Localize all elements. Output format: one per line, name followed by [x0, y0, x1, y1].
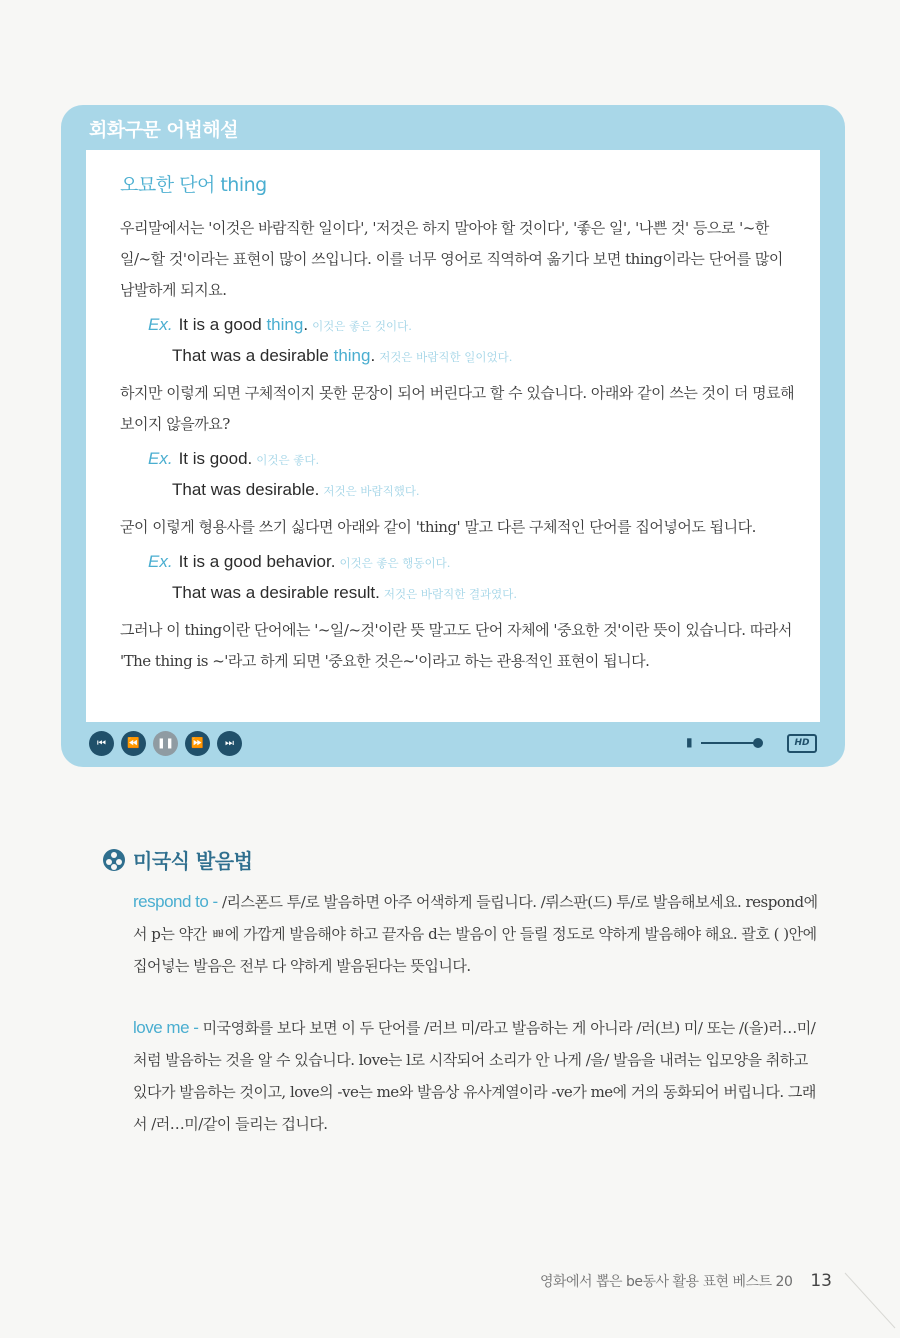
- content-panel: [86, 150, 820, 722]
- example-group-2: [120, 444, 800, 506]
- example-label: Ex.: [148, 552, 173, 571]
- paragraph-1: 우리말에서는 '이것은 바람직한 일이다', '저것은 하지 말아야 할 것이다', '좋은 일', '나쁜 것' 등으로 '~한 일/~할 것'이라는 표현이 많이 쓰입니다. 이를 너무 영어로 직역하여 옮기다 보면 thing이라는 단어를 많이 남발하게 되지요.: [120, 219, 783, 299]
- example-group-1: [120, 310, 800, 372]
- pronunciation-text: 미국영화를 보다 보면 이 두 단어를 /러브 미/라고 발음하는 게 아니라 /러(브) 미/ 또는 /(을)러…미/처럼 발음하는 것을 알 수 있습니다. love는 l로 시작되어 소리가 안 나게 /을/ 발음을 내려는 입모양을 취하고 있다가 발음하는 것이고, love의 -ve는 me와 발음상 유사계열이라 -ve가 me에 거의 동화되어 버립니다. 그래서 /러…미/같이 들리는 겁니다.: [133, 1019, 816, 1133]
- pronunciation-header: [103, 845, 823, 874]
- pronunciation-term: respond to -: [133, 892, 222, 911]
- volume-knob[interactable]: [753, 738, 763, 748]
- skip-previous-icon[interactable]: ⏮: [89, 731, 114, 756]
- skip-next-icon[interactable]: ⏭: [217, 731, 242, 756]
- keyword: thing: [333, 346, 371, 365]
- paragraph-3: 굳이 이렇게 형용사를 쓰기 싫다면 아래와 같이 'thing' 말고 다른 구체적인 단어를 집어넣어도 됩니다.: [120, 518, 756, 536]
- rewind-icon[interactable]: ⏪: [121, 731, 146, 756]
- example-text: That was a desirable result.: [172, 583, 380, 602]
- page-footer: [540, 1271, 832, 1291]
- pronunciation-item-respond: [133, 886, 823, 982]
- pronunciation-body: [103, 886, 823, 1140]
- example-line: [120, 475, 800, 506]
- example-line: [120, 444, 800, 475]
- pronunciation-title: 미국식 발음법: [133, 849, 253, 873]
- playback-controls: [89, 731, 242, 756]
- example-line: [120, 341, 800, 372]
- section-title-en: thing: [220, 174, 267, 196]
- example-line: [120, 547, 800, 578]
- example-label: Ex.: [148, 315, 173, 334]
- example-text: It is a good: [178, 315, 267, 334]
- korean-translation: 이것은 좋다.: [256, 453, 320, 467]
- page-number: 13: [810, 1271, 832, 1291]
- page-corner-decoration: [830, 1268, 900, 1338]
- pronunciation-section: [103, 845, 823, 1170]
- pronunciation-item-love-me: [133, 1012, 823, 1140]
- speaker-icon: ▮: [686, 735, 693, 749]
- korean-translation: 이것은 좋은 행동이다.: [339, 556, 451, 570]
- example-punct: .: [303, 315, 309, 334]
- korean-translation: 이것은 좋은 것이다.: [312, 319, 412, 333]
- film-reel-icon: [103, 849, 125, 871]
- fast-forward-icon[interactable]: ⏩: [185, 731, 210, 756]
- section-title: [120, 170, 800, 197]
- korean-translation: 저것은 바람직한 결과였다.: [383, 587, 518, 601]
- example-line: [120, 310, 800, 341]
- example-line: [120, 578, 800, 609]
- example-text: It is good.: [178, 449, 253, 468]
- hd-button[interactable]: HD: [787, 734, 817, 753]
- example-punct: .: [370, 346, 376, 365]
- example-label: Ex.: [148, 449, 173, 468]
- korean-translation: 저것은 바람직한 일이었다.: [379, 350, 513, 364]
- volume-slider[interactable]: [686, 734, 766, 752]
- example-text: That was a desirable: [172, 346, 334, 365]
- section-title-kr: 오묘한 단어: [120, 174, 221, 196]
- example-text: It is a good behavior.: [178, 552, 336, 571]
- volume-track: [701, 742, 755, 744]
- paragraph-2: 하지만 이렇게 되면 구체적이지 못한 문장이 되어 버린다고 할 수 있습니다. 아래와 같이 쓰는 것이 더 명료해 보이지 않을까요?: [120, 384, 795, 433]
- book-title: 영화에서 뽑은 be동사 활용 표현 베스트 20: [539, 1274, 793, 1290]
- pronunciation-text: /리스폰드 투/로 발음하면 아주 어색하게 들립니다. /뤼스판(드) 투/로 발음해보세요. respond에서 p는 약간 ㅃ에 가깝게 발음해야 하고 끝자음 d는 발음이 안 들릴 정도로 약하게 발음해야 해요. 괄호 ( )안에 집어넣는 발음은 전부 다 약하게 발음된다는 뜻입니다.: [133, 893, 818, 975]
- paragraph-4: 그러나 이 thing이란 단어에는 '~일/~것'이란 뜻 말고도 단어 자체에 '중요한 것'이란 뜻이 있습니다. 따라서 'The thing is ~'라고 하게 되면 '중요한 것은~'이라고 하는 관용적인 표현이 됩니다.: [120, 621, 792, 670]
- pause-icon[interactable]: ❚❚: [153, 731, 178, 756]
- example-text: That was desirable.: [172, 480, 320, 499]
- keyword: thing: [266, 315, 304, 334]
- video-frame: [61, 105, 845, 767]
- example-group-3: [120, 547, 800, 609]
- frame-title: 회화구문 어법해설: [89, 119, 238, 141]
- pronunciation-term: love me -: [133, 1018, 203, 1037]
- korean-translation: 저것은 바람직했다.: [323, 484, 420, 498]
